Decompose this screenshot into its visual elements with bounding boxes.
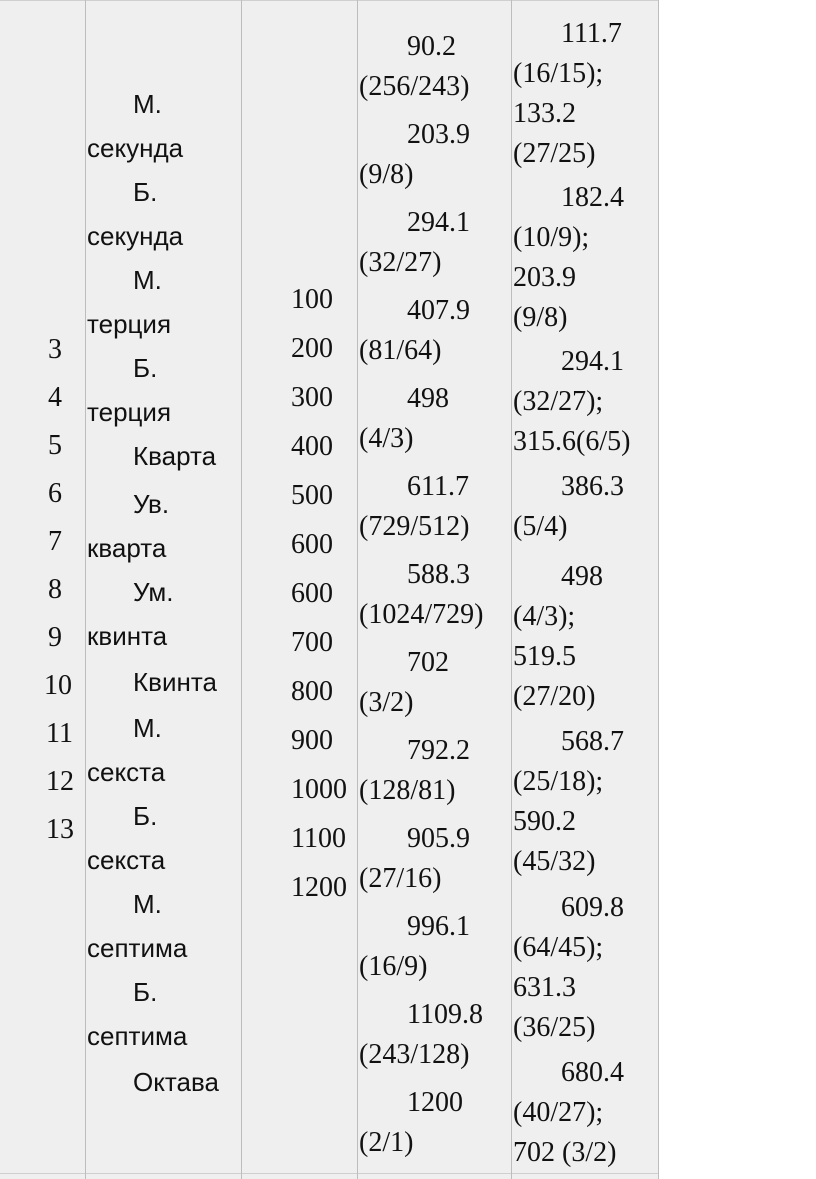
column-divider xyxy=(85,0,86,1179)
interval-name: Октава xyxy=(133,1067,219,1097)
cents-value: 1000 xyxy=(291,774,347,805)
row-number: 8 xyxy=(48,574,62,605)
interval-name: Б. секста xyxy=(87,801,166,875)
row-number: 7 xyxy=(48,526,62,557)
pythagorean-value: 611.7 (729/512) xyxy=(359,471,470,542)
pythagorean-value: 1109.8 (243/128) xyxy=(359,999,483,1070)
pythagorean-value: 905.9 (27/16) xyxy=(359,823,470,894)
cents-value: 800 xyxy=(291,676,333,707)
row-number: 11 xyxy=(46,718,73,749)
interval-name: Кварта xyxy=(133,441,217,471)
cents-value: 700 xyxy=(291,627,333,658)
row-number: 12 xyxy=(46,766,74,797)
just-value: 111.7 (16/15); 133.2 (27/25) xyxy=(513,18,622,169)
cents-value: 500 xyxy=(291,480,333,511)
interval-name-column xyxy=(87,0,241,1179)
just-intonation-column xyxy=(513,0,658,1179)
column-divider xyxy=(658,0,659,1179)
number-column xyxy=(0,0,85,1179)
pythagorean-value: 1200 (2/1) xyxy=(359,1087,463,1158)
interval-name: Ув. кварта xyxy=(87,489,170,563)
cents-value: 1100 xyxy=(291,823,346,854)
column-divider xyxy=(511,0,512,1179)
row-number: 9 xyxy=(48,622,62,653)
interval-name: М. септима xyxy=(87,889,188,963)
pythagorean-column xyxy=(359,0,511,1179)
cents-value: 1200 xyxy=(291,872,347,903)
just-value: 680.4 (40/27); 702 (3/2) xyxy=(513,1057,624,1168)
pythagorean-value: 702 (3/2) xyxy=(359,647,449,718)
interval-name: М. терция xyxy=(87,265,172,339)
just-value: 182.4 (10/9); 203.9 (9/8) xyxy=(513,182,624,333)
equal-temperament-column xyxy=(243,0,357,1179)
cents-value: 900 xyxy=(291,725,333,756)
cents-value: 600 xyxy=(291,529,333,560)
pythagorean-value: 407.9 (81/64) xyxy=(359,295,470,366)
pythagorean-value: 90.2 (256/243) xyxy=(359,31,470,102)
just-value: 386.3 (5/4) xyxy=(513,471,624,542)
cents-value: 200 xyxy=(291,333,333,364)
interval-name: Квинта xyxy=(133,667,217,697)
interval-name: М. секста xyxy=(87,713,166,787)
cents-value: 400 xyxy=(291,431,333,462)
interval-name: Б. секунда xyxy=(87,177,184,251)
row-number: 13 xyxy=(46,814,74,845)
pythagorean-value: 203.9 (9/8) xyxy=(359,119,470,190)
interval-name: М. секунда xyxy=(87,89,184,163)
row-number: 10 xyxy=(44,670,72,701)
pythagorean-value: 792.2 (128/81) xyxy=(359,735,470,806)
pythagorean-value: 498 (4/3) xyxy=(359,383,449,454)
pythagorean-value: 996.1 (16/9) xyxy=(359,911,470,982)
just-value: 609.8 (64/45); 631.3 (36/25) xyxy=(513,892,624,1043)
pythagorean-value: 588.3 (1024/729) xyxy=(359,559,484,630)
interval-name: Б. терция xyxy=(87,353,172,427)
pythagorean-value: 294.1 (32/27) xyxy=(359,207,470,278)
row-number: 5 xyxy=(48,430,62,461)
row-number: 4 xyxy=(48,382,62,413)
column-divider xyxy=(241,0,242,1179)
cents-value: 100 xyxy=(291,284,333,315)
column-divider xyxy=(357,0,358,1179)
just-value: 294.1 (32/27); 315.6(6/5) xyxy=(513,346,631,457)
row-number: 6 xyxy=(48,478,62,509)
just-value: 498 (4/3); 519.5 (27/20) xyxy=(513,561,603,712)
cents-value: 300 xyxy=(291,382,333,413)
just-value: 568.7 (25/18); 590.2 (45/32) xyxy=(513,726,624,877)
row-number: 3 xyxy=(48,334,62,365)
interval-name: Б. септима xyxy=(87,977,188,1051)
interval-name: Ум. квинта xyxy=(87,577,174,651)
cents-value: 600 xyxy=(291,578,333,609)
